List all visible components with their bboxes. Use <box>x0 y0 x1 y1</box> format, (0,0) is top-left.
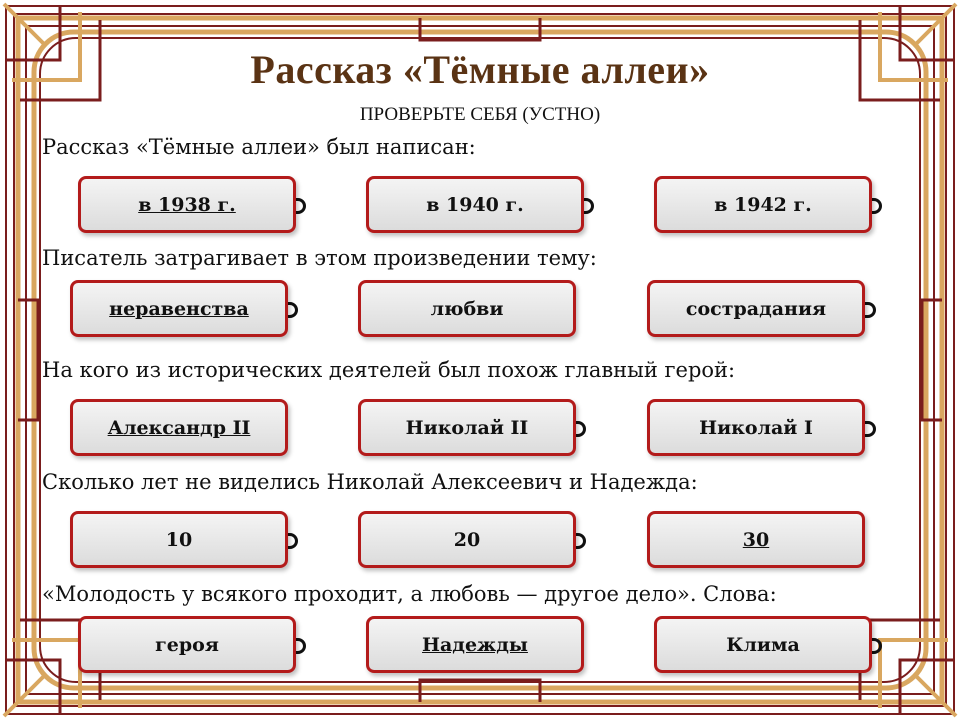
answer-label: сострадания <box>685 297 827 320</box>
answer-button-q5-klim[interactable] <box>654 616 872 673</box>
answer-label: любви <box>430 297 504 320</box>
answer-button-q3-alexander-ii[interactable] <box>70 399 288 456</box>
answer-label: Александр II <box>107 416 251 439</box>
answer-button-q1-1940[interactable] <box>366 176 584 233</box>
answer-label: 20 <box>453 528 481 551</box>
answer-button-q5-nadezhda[interactable] <box>366 616 584 673</box>
answer-label: 30 <box>742 528 770 551</box>
answer-label: Николай II <box>405 416 529 439</box>
answer-button-q3-nicholas-ii[interactable] <box>358 399 576 456</box>
page-subtitle: ПРОВЕРЬТЕ СЕБЯ (УСТНО) <box>359 104 601 125</box>
question-3-text: На кого из исторических деятелей был похож главный герой: <box>42 358 736 382</box>
question-4-text: Сколько лет не виделись Николай Алексеевич и Надежда: <box>42 470 698 494</box>
answer-button-q2-love[interactable] <box>358 280 576 337</box>
answer-label: Надежды <box>422 633 528 656</box>
page-title: Рассказ «Тёмные аллеи» <box>250 47 710 92</box>
answer-button-q2-inequality[interactable] <box>70 280 288 337</box>
answer-label: в 1942 г. <box>714 193 812 216</box>
answer-label: в 1940 г. <box>426 193 524 216</box>
question-2-text: Писатель затрагивает в этом произведении тему: <box>42 246 597 270</box>
answer-label: неравенства <box>109 297 249 320</box>
answer-label: 10 <box>165 528 193 551</box>
answer-label: героя <box>155 633 219 656</box>
answer-label: Николай I <box>699 416 813 439</box>
answer-button-q4-10[interactable] <box>70 511 288 568</box>
question-1-text: Рассказ «Тёмные аллеи» был написан: <box>42 135 476 159</box>
answer-button-q1-1942[interactable] <box>654 176 872 233</box>
question-5-text: «Молодость у всякого проходит, а любовь — другое дело». Слова: <box>42 582 777 606</box>
answer-button-q5-hero[interactable] <box>78 616 296 673</box>
answer-button-q4-30[interactable] <box>647 511 865 568</box>
answer-label: в 1938 г. <box>138 193 236 216</box>
answer-button-q1-1938[interactable] <box>78 176 296 233</box>
answer-button-q3-nicholas-i[interactable] <box>647 399 865 456</box>
answer-button-q2-compassion[interactable] <box>647 280 865 337</box>
answer-button-q4-20[interactable] <box>358 511 576 568</box>
answer-label: Клима <box>726 633 800 656</box>
